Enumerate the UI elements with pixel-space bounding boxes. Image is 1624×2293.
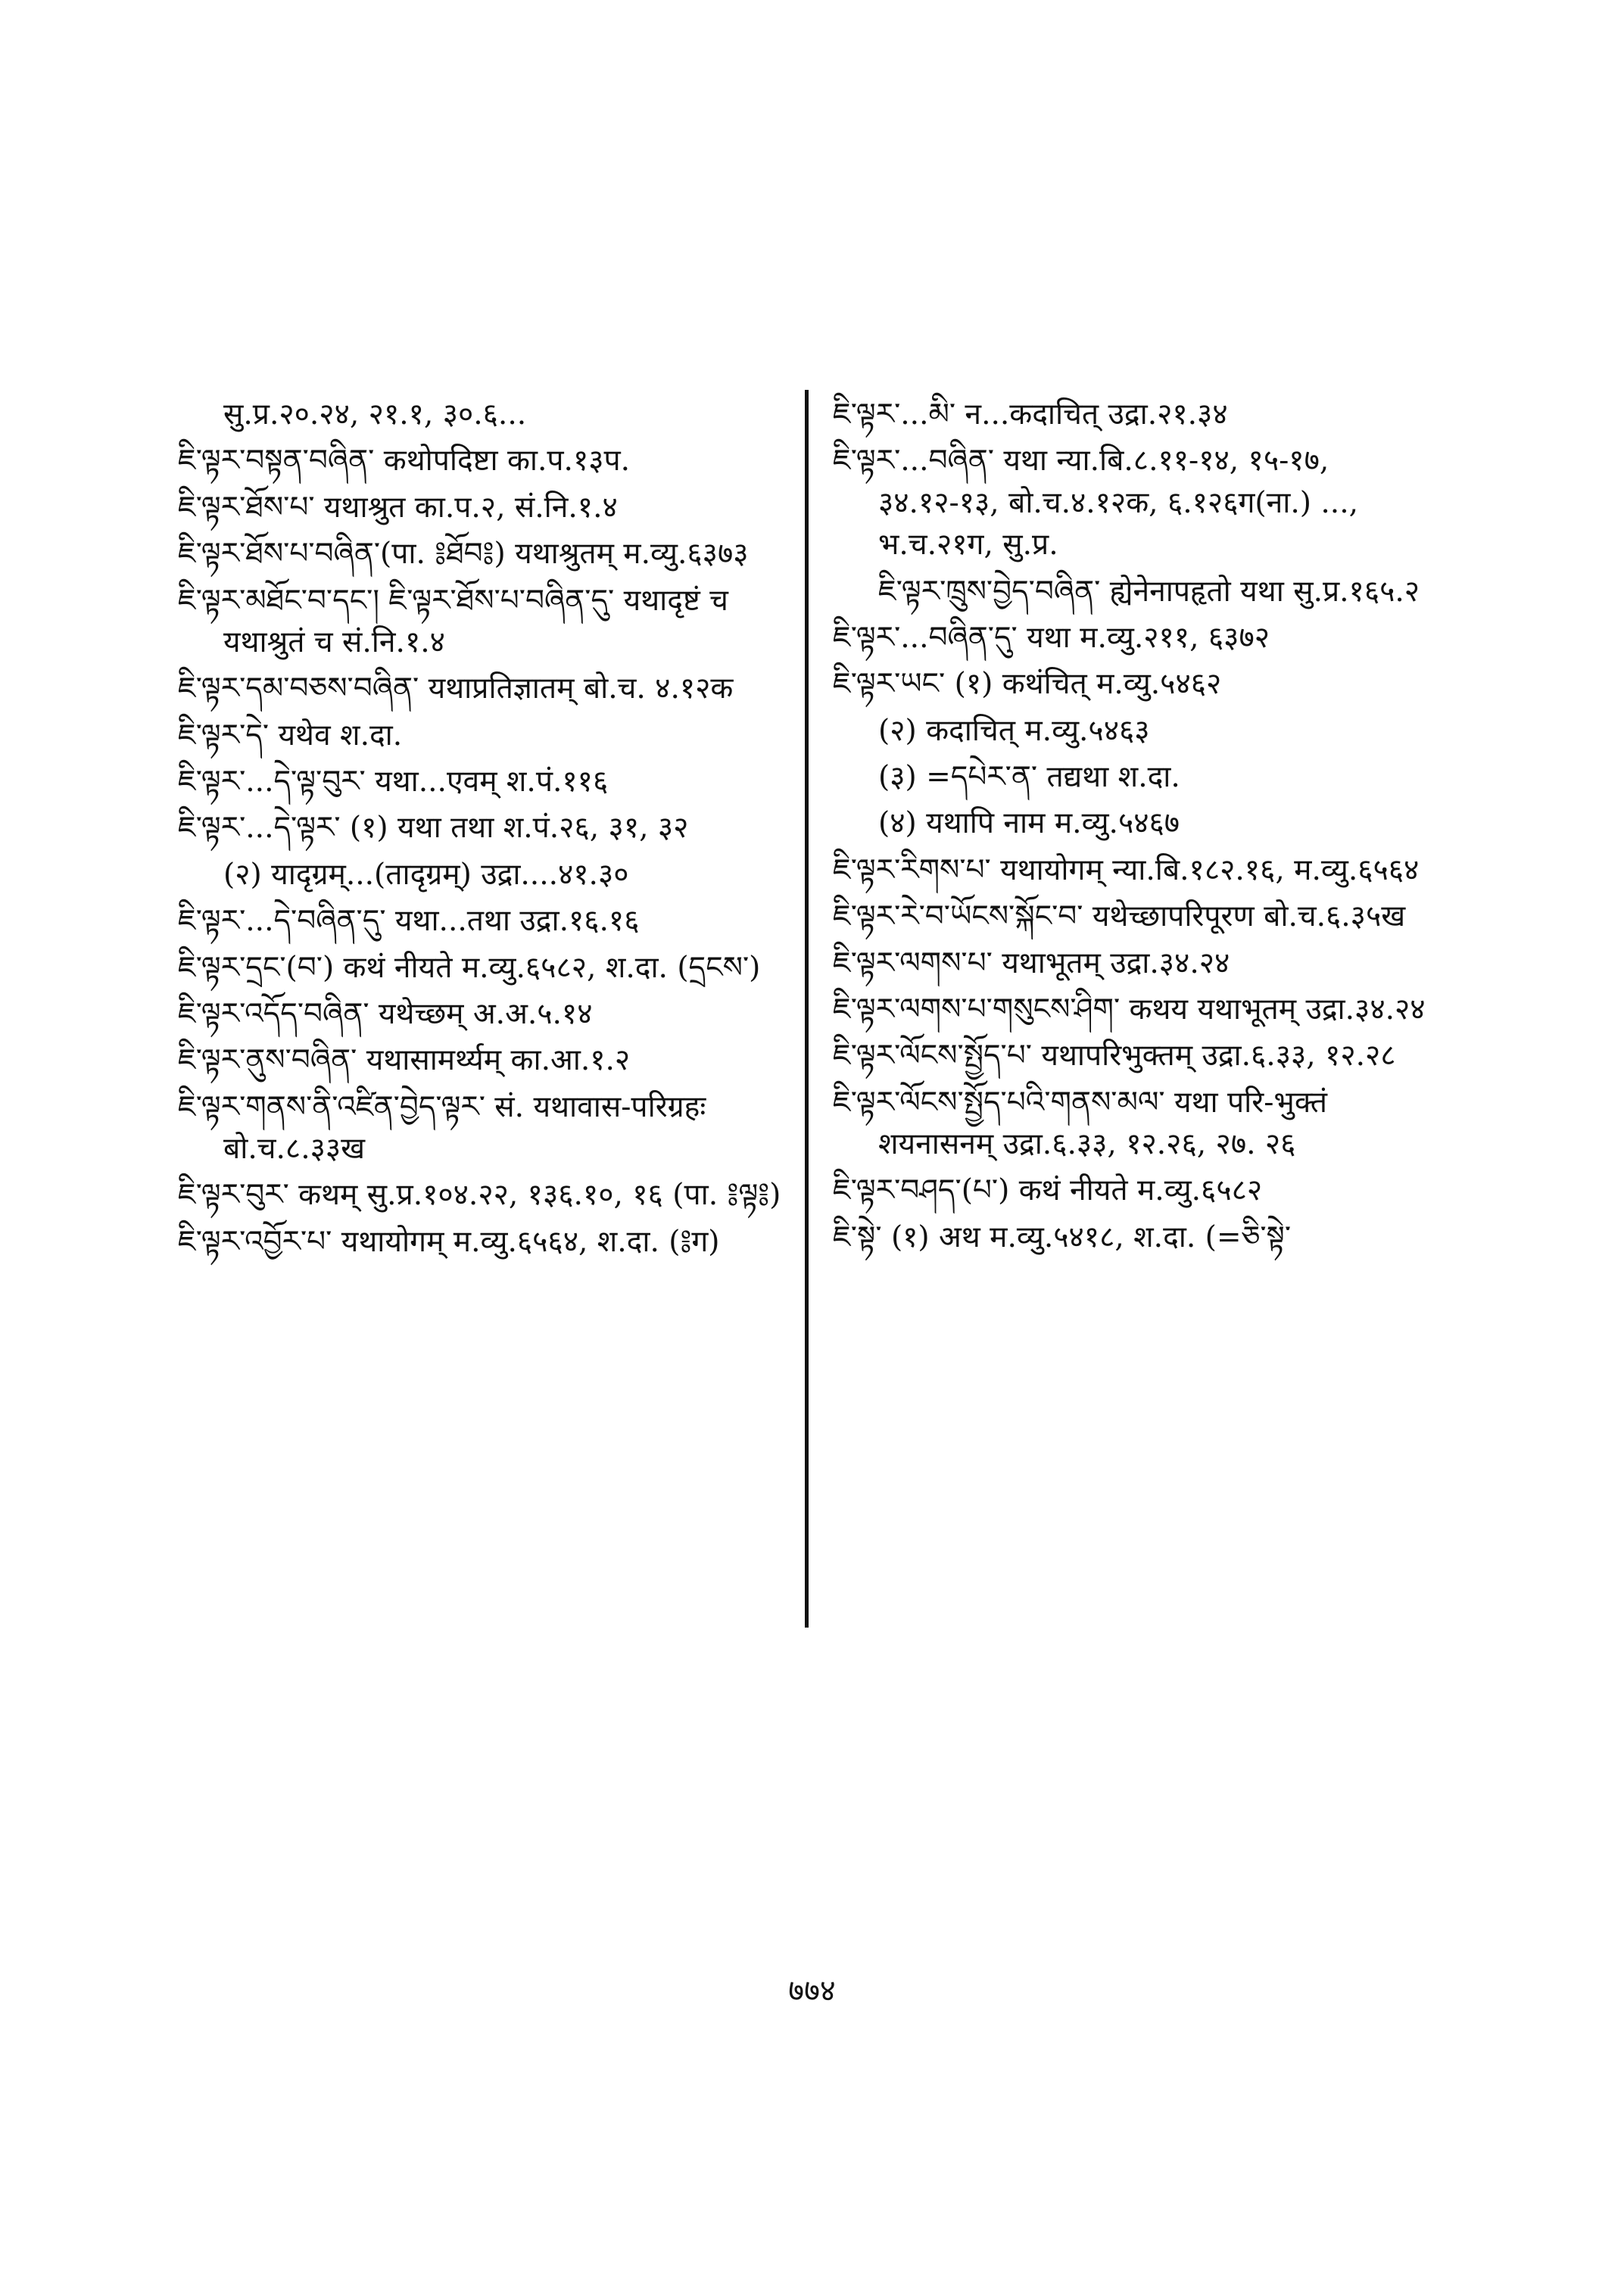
dictionary-entry: ཇི་ལྟར་དམ་བཅས་བཞིན་ यथाप्रतिज्ञातम् बो.च. ४.१२क [178, 671, 734, 706]
dictionary-entry: ཇི་ལྟར་...དེ་ལྟར་ (१) यथा तथा श.पं.२६, ३१, ३२ [178, 811, 689, 846]
right-column [833, 394, 1431, 1263]
dictionary-entry: ཇི་ལྟར་བུར་ कथम् सु.प्र.१०४.२२, १३६.१०, १६ (पा. ༔ལྟ༔) [178, 1178, 781, 1213]
dictionary-entry: ཇི་ལྟར་འབྱོར་པ་ यथायोगम् म.व्यु.६५६४, श.दा. (༔ग) [178, 1224, 720, 1259]
dictionary-entry: ཇི་ལྟར་ཡང་ (१) कथंचित् म.व्यु.५४६२ [833, 667, 1222, 702]
dictionary-entry: ཇི་ལྟར་རེ་བ་ཡོངས་སྐོང་བ་ यथेच्छापरिपूरण बो.च.६.३५ख [833, 899, 1406, 934]
dictionary-entry: (३) =དཔེར་ན་ तद्यथा श.दा. [878, 760, 1180, 794]
dictionary-entry: ཇི་ལྟར་ཐོས་པ་ यथाश्रुत का.प.२, सं.नि.१.४ [178, 490, 618, 525]
dictionary-entry: ཇི་ལྟར་གནས་ནི་འཛིན་བྱེད་ལྟར་ सं. यथावास-परिग्रहः बो.च.८.३३ख [178, 1089, 706, 1166]
dictionary-entry: ཇི་ལྟར་དྲང་(བ་) कथं नीयते म.व्यु.६५८२, श.दा. (དྲངས་) [178, 950, 761, 985]
dictionary-entry: ཇི་ལྟར་འདོད་བཞིན་ यथेच्छम् अ.अ.५.१४ [178, 996, 593, 1031]
dictionary-entry: (२) यादृग्रम्...(तादृग्रम्) उद्रा....४१.३० [223, 857, 629, 892]
dictionary-entry: ཇི་ལྟར་དེ་ यथेव श.दा. [178, 718, 403, 752]
dictionary-entry: ཇི་ལྟར་མཐོང་བ་དང་། ཇི་ལྟར་ཐོས་པ་བཞིན་དུ་ यथादृष्टं च यथाश्रुतं च सं.नि.१.४ [178, 583, 728, 659]
dictionary-entry: ཇི་ལྟར་...དེ་ལྟ་བུར་ यथा...एवम् श.पं.११६ [178, 765, 609, 799]
dictionary-entry: ཇི་སྟེ་ (१) अथ म.व्यु.५४१८, श.दा. (=ཅི་སྟེ་ [833, 1220, 1292, 1254]
dictionary-entry: ཇི་ལྟར་...མི་ न...कदाचित् उद्रा.२१.३४ [833, 397, 1228, 431]
dictionary-entry: ཇི་ལྟར་ལགས་པ་གསུངས་ཤིག་ कथय यथाभूतम् उद्रा.३४.२४ [833, 992, 1426, 1027]
dictionary-entry: ཇི་ལྟར་ཁྲུས་བྱེད་བཞིན་ ह्येनेनापहृतो यथा सु.प्र.१६५.२ [878, 574, 1420, 609]
dictionary-entry: ཇི་ལྟར་ལོངས་སྤྱོད་པ་ यथापरिभुक्तम् उद्रा.६.३३, १२.२८ [833, 1039, 1396, 1073]
dictionary-entry: ཇི་ལྟར་ཐོས་པ་བཞིན་(पा. ༔ཐོབ༔) यथाश्रुतम् म.व्यु.६३७३ [178, 537, 749, 572]
dictionary-entry: ཇི་ལྟར་བཤད་(པ་) कथं नीयते म.व्यु.६५८२ [833, 1173, 1263, 1208]
dictionary-entry: (४) यथापि नाम म.व्यु.५४६७ [878, 806, 1180, 841]
dictionary-entry: सु.प्र.२०.२४, २१.१, ३०.६... [223, 397, 527, 431]
dictionary-entry: ཇི་ལྟར་རིགས་པ་ यथायोगम् न्या.बि.१८२.१६, म.व्यु.६५६४ [833, 852, 1420, 887]
dictionary-entry: ཇི་ལྟར་...དེ་བཞིན་དུ་ यथा...तथा उद्रा.१६.१६ [178, 904, 640, 939]
page-number: ७७४ [788, 1974, 836, 2008]
column-divider [805, 390, 809, 1628]
dictionary-entry: ཇི་ལྟར་ནུས་བཞིན་ यथासामर्थ्यम् का.आ.१.२ [178, 1043, 631, 1078]
dictionary-entry: ཇི་ལྟར་...བཞིན་ यथा न्या.बि.८.११-१४, १५-१७, ३४.१२-१३, बो.च.४.१२क, ६.१२६ग(ना.) ..., भ.च.२१ग, सु.प्र. [833, 444, 1358, 562]
dictionary-entry: ཇི་ལྟར་ལགས་པ་ यथाभूतम् उद्रा.३४.२४ [833, 946, 1230, 980]
left-column [178, 394, 784, 1267]
dictionary-entry: (२) कदाचित् म.व्यु.५४६३ [878, 713, 1150, 748]
dictionary-entry: ཇི་ལྟར་བསྟན་བཞིན་ कथोपदिष्टा का.प.१३प. [178, 444, 631, 478]
dictionary-entry: ཇི་ལྟར་...བཞིན་དུ་ यथा म.व्यु.२११, ६३७२ [833, 620, 1270, 655]
dictionary-entry: ཇི་ལྟར་ལོངས་སྤྱོད་པའི་གནས་མལ་ यथा परि-भुक्तं शयनासनम् उद्रा.६.३३, १२.२६, २७. २६ [833, 1085, 1327, 1161]
